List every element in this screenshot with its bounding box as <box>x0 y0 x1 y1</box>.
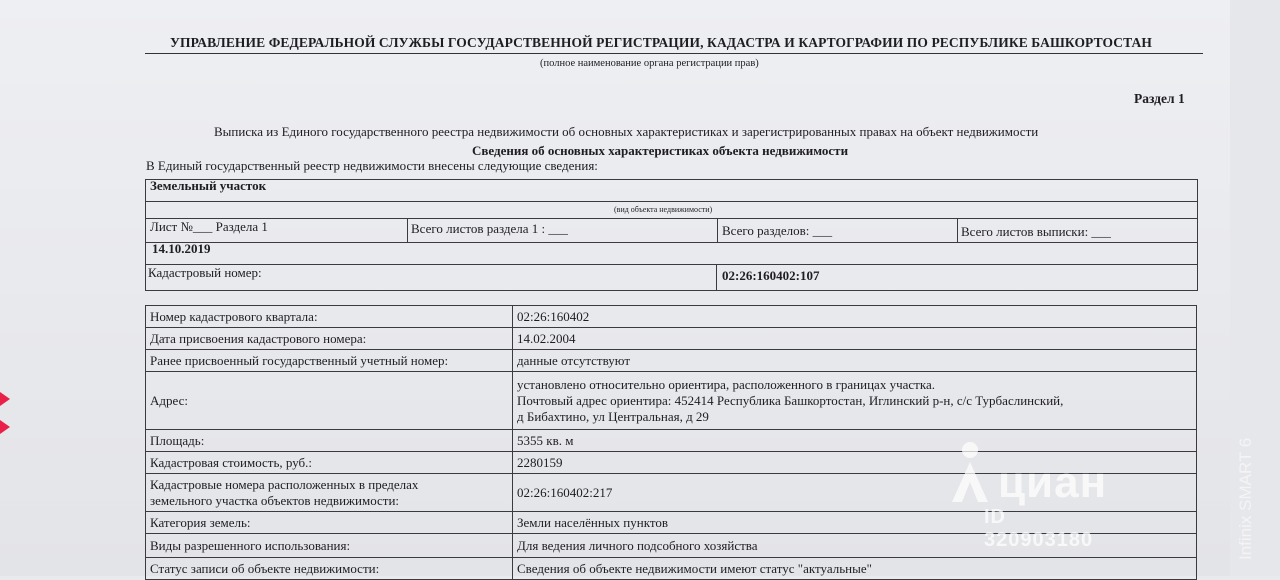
sheets-in-section: Всего листов раздела 1 : ___ <box>411 221 568 236</box>
listing-id: ID 320903180 <box>984 506 1094 551</box>
row-value: 14.02.2004 <box>513 328 1197 350</box>
divider <box>145 201 1198 202</box>
red-marker-icon <box>0 392 10 406</box>
sheet-number: Лист №___ Раздела 1 <box>150 219 268 234</box>
table-row <box>146 306 1197 328</box>
label-line: земельного участка объектов недвижимости: <box>150 492 400 508</box>
table-row <box>146 350 1197 372</box>
address-line: установлено относительно ориентира, расположенного в границах участка. <box>517 376 935 392</box>
address-line: Почтовый адрес ориентира: 452414 Республика Башкортостан, Иглинский р-н, с/с Турбаслинский, <box>517 392 1064 408</box>
cian-brand: циан <box>998 458 1108 507</box>
row-value: данные отсутствуют <box>513 350 1197 372</box>
extract-date: 14.10.2019 <box>152 241 211 256</box>
label-line: Кадастровые номера расположенных в пределах <box>150 476 419 492</box>
row-label <box>146 474 513 512</box>
address-line: д Бибахтино, ул Центральная, д 29 <box>517 408 709 424</box>
row-value: Для ведения личного подсобного хозяйства <box>513 534 1197 558</box>
table-row <box>146 558 1197 580</box>
section-label: Раздел 1 <box>1134 91 1185 106</box>
divider <box>957 218 958 242</box>
row-label: Статус записи об объекте недвижимости: <box>146 558 513 580</box>
total-sections: Всего разделов: ___ <box>722 223 833 238</box>
object-type-caption: (вид объекта недвижимости) <box>614 205 713 214</box>
red-marker-icon <box>0 420 10 434</box>
address-value <box>513 372 1197 430</box>
row-value: 02:26:160402 <box>513 306 1197 328</box>
row-value: 2280159 <box>513 452 1197 474</box>
row-label: Дата присвоения кадастрового номера: <box>146 328 513 350</box>
row-value: Земли населённых пунктов <box>513 512 1197 534</box>
cadastral-number-value: 02:26:160402:107 <box>722 268 820 283</box>
cadastral-number-label: Кадастровый номер: <box>148 265 262 280</box>
row-value: Сведения об объекте недвижимости имеют статус "актуальные" <box>513 558 1197 580</box>
row-label: Номер кадастрового квартала: <box>146 306 513 328</box>
row-label: Ранее присвоенный государственный учетный номер: <box>146 350 513 372</box>
cian-logo-icon <box>950 440 990 504</box>
row-label: Виды разрешенного использования: <box>146 534 513 558</box>
divider <box>145 264 1198 265</box>
extract-lead: В Единый государственный реестр недвижимости внесены следующие сведения: <box>146 158 598 173</box>
divider <box>717 218 718 242</box>
object-type: Земельный участок <box>150 178 267 193</box>
table-row <box>146 328 1197 350</box>
table-row <box>146 430 1197 452</box>
extract-title: Выписка из Единого государственного реестра недвижимости об основных характеристиках и зарегистрированных правах на объект недвижимости <box>214 124 1039 139</box>
divider <box>407 218 408 242</box>
row-label: Категория земель: <box>146 512 513 534</box>
authority-caption: (полное наименование органа регистрации прав) <box>540 58 759 69</box>
table-row <box>146 372 1197 430</box>
row-label: Кадастровая стоимость, руб.: <box>146 452 513 474</box>
divider <box>145 218 1198 219</box>
row-label: Площадь: <box>146 430 513 452</box>
row-value: 02:26:160402:217 <box>513 474 1197 512</box>
row-value: 5355 кв. м <box>513 430 1197 452</box>
authority-underline <box>145 53 1203 54</box>
divider <box>145 242 1198 243</box>
divider <box>716 264 717 291</box>
extract-subtitle: Сведения об основных характеристиках объекта недвижимости <box>472 143 849 158</box>
total-sheets: Всего листов выписки: ___ <box>961 224 1111 239</box>
row-label: Адрес: <box>146 372 513 430</box>
authority-name: УПРАВЛЕНИЕ ФЕДЕРАЛЬНОЙ СЛУЖБЫ ГОСУДАРСТВЕННОЙ РЕГИСТРАЦИИ, КАДАСТРА И КАРТОГРАФИИ ПО РЕСПУБЛИКЕ БАШКОРТОСТАН <box>170 35 1152 50</box>
camera-watermark: Infinix SMART 6 <box>1236 437 1255 560</box>
